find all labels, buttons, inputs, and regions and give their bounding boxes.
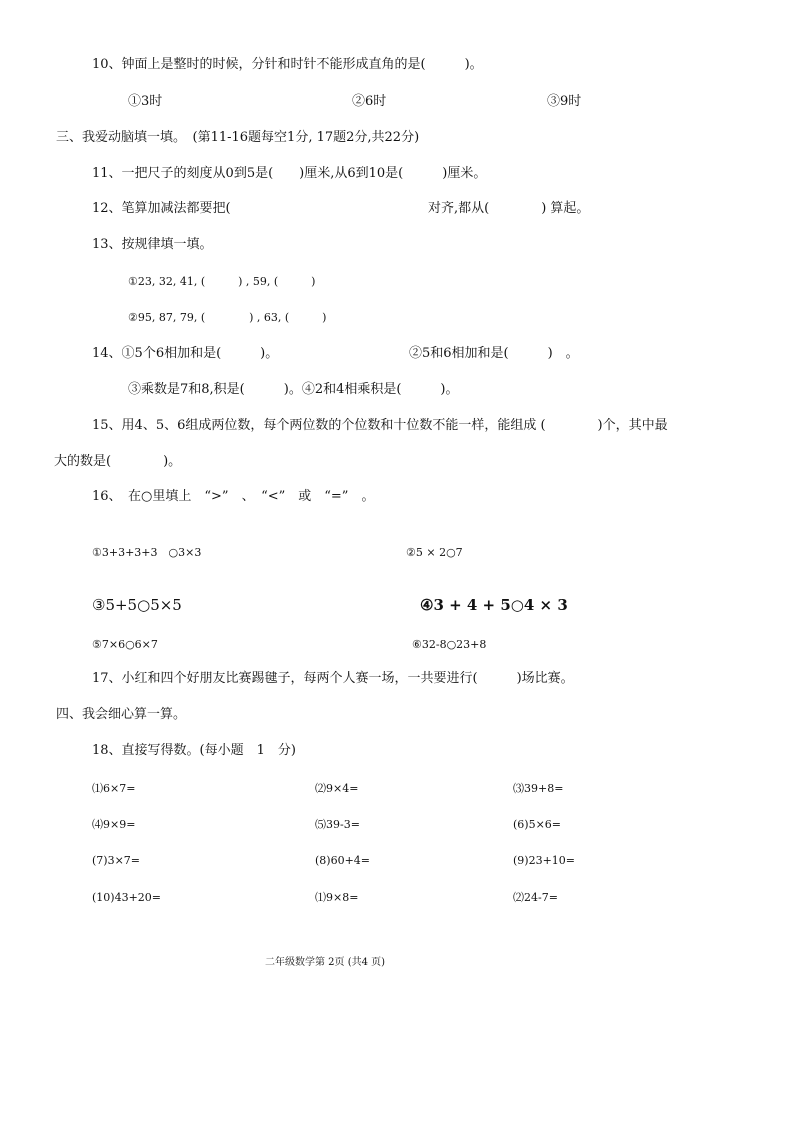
question-15-line2: 大的数是( )。: [54, 454, 182, 469]
page-footer: 二年级数学第 2页 (共4 页): [265, 957, 386, 968]
q18-item: (10)43+20=: [92, 891, 162, 904]
q18-item: ⑴9×8=: [315, 891, 359, 904]
question-16-title: 16、 在○里填上 “>” 、 “<” 或 “=” 。: [92, 489, 375, 504]
question-18-title: 18、直接写得数。(每小题 1 分): [92, 743, 296, 758]
q10-option-2: ②6时: [352, 94, 387, 109]
question-12-part2: 对齐,都从( ) 算起。: [428, 201, 590, 216]
q16-item-4: ④3 + 4 + 5○4 × 3: [420, 596, 568, 614]
q16-item-2: ②5 × 2○7: [406, 546, 463, 559]
question-14-part2: ②5和6相加和是( ) 。: [409, 346, 579, 361]
question-14-part3: ③乘数是7和8,积是( )。④2和4相乘积是( )。: [128, 382, 459, 397]
q18-item: (6)5×6=: [513, 818, 562, 831]
q18-item: ⑷9×9=: [92, 818, 136, 831]
question-12-part1: 12、笔算加减法都要把(: [92, 201, 231, 216]
q13-sequence-2: ②95, 87, 79, ( ) , 63, ( ): [128, 311, 327, 324]
q10-option-1: ①3时: [128, 94, 163, 109]
section-4-title: 四、我会细心算一算。: [56, 707, 187, 722]
q18-item: ⑶39+8=: [513, 782, 564, 795]
q16-item-1: ①3+3+3+3 ○3×3: [92, 546, 202, 559]
q16-item-3: ③5+5○5×5: [92, 596, 182, 614]
question-15-line1: 15、用4、5、6组成两位数，每个两位数的个位数和十位数不能一样，能组成 ( )个，其中最: [92, 418, 668, 433]
q18-item: (9)23+10=: [513, 854, 576, 867]
q18-item: ⑵24-7=: [513, 891, 558, 904]
question-17: 17、小红和四个好朋友比赛踢毽子，每两个人赛一场，一共要进行( )场比赛。: [92, 671, 574, 686]
q13-sequence-1: ①23, 32, 41, ( ) , 59, ( ): [128, 275, 316, 288]
q18-item: (8)60+4=: [315, 854, 371, 867]
question-14-part1: 14、①5个6相加和是( )。: [92, 346, 279, 361]
section-3-title: 三、我爱动脑填一填。 (第11-16题每空1分, 17题2分,共22分): [56, 130, 420, 145]
question-10: 10、钟面上是整时的时候，分针和时针不能形成直角的是( )。: [92, 57, 483, 72]
q16-item-5: ⑤7×6○6×7: [92, 638, 158, 651]
q18-item: ⑵9×4=: [315, 782, 359, 795]
q18-item: (7)3×7=: [92, 854, 141, 867]
q10-option-3: ③9时: [547, 94, 582, 109]
q18-item: ⑸39-3=: [315, 818, 360, 831]
q16-item-6: ⑥32-8○23+8: [412, 638, 487, 651]
q18-item: ⑴6×7=: [92, 782, 136, 795]
question-11: 11、一把尺子的刻度从0到5是( )厘米,从6到10是( )厘米。: [92, 166, 487, 181]
question-13-title: 13、按规律填一填。: [92, 237, 213, 252]
